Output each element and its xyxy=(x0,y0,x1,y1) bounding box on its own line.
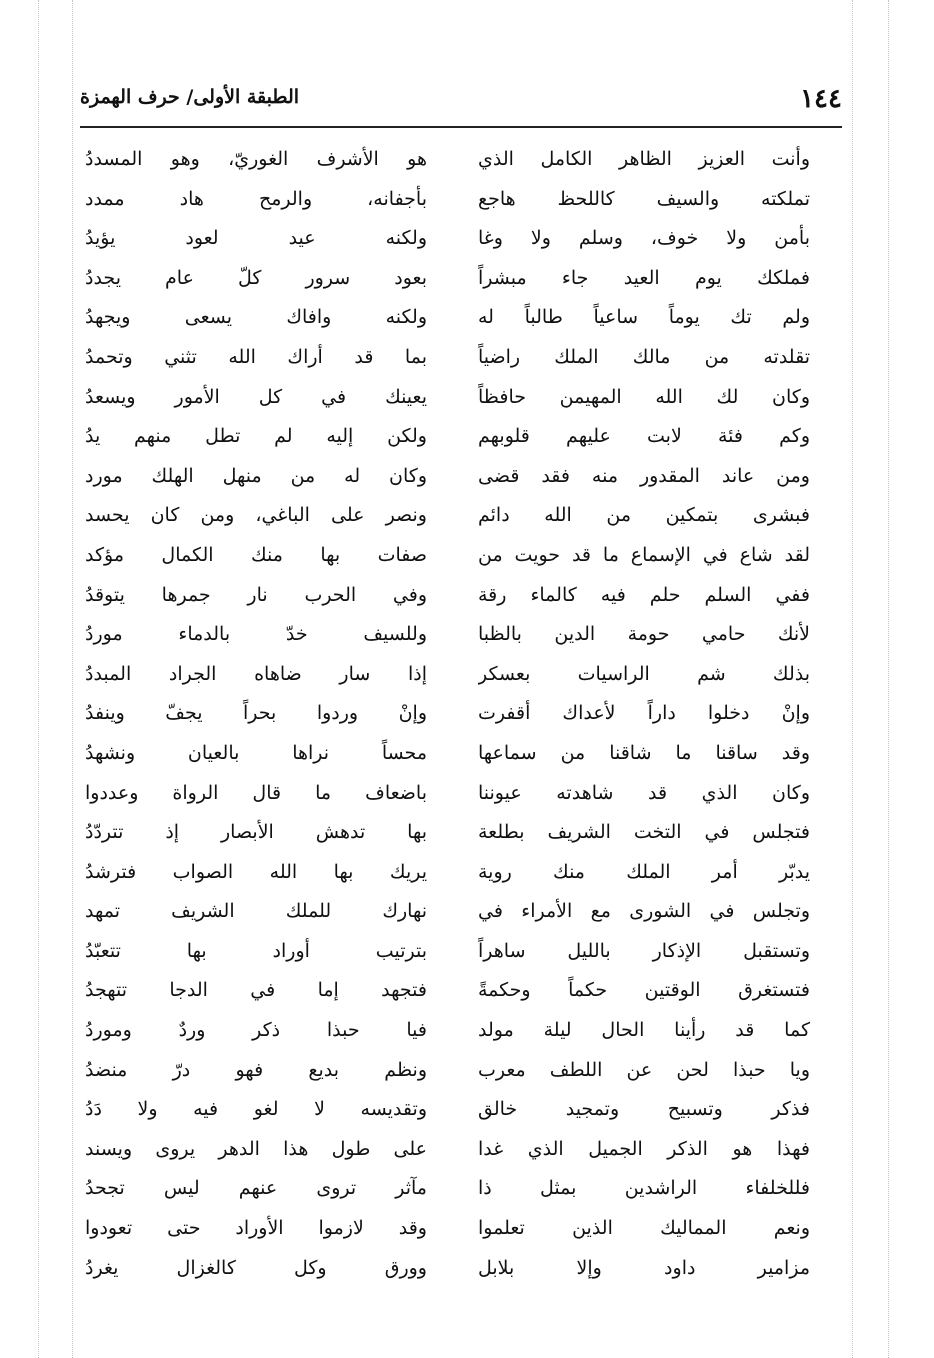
verse-first-hemistich: ونعم المماليك الذين تعلموا xyxy=(478,1217,810,1240)
verse-first-hemistich: وإنْ دخلوا داراً لأعداك أقفرت xyxy=(478,702,810,725)
second-hemistich-column xyxy=(85,140,427,1330)
verse-second-hemistich: إذا سار ضاهاه الجراد المبددُ xyxy=(85,662,427,685)
verse-second-hemistich: وورق وكل كالغزال يغردُ xyxy=(85,1256,427,1279)
verse-first-hemistich: وكان لك الله المهيمن حافظاً xyxy=(478,385,810,408)
verse-first-hemistich: فهذا هو الذكر الجميل الذي غدا xyxy=(478,1137,810,1160)
verse-first-hemistich: فبشرى بتمكين من الله دائم xyxy=(478,504,810,527)
scan-guide-line xyxy=(72,0,73,1358)
verse-second-hemistich: فيا حبذا ذكر وردٌ وموردُ xyxy=(85,1019,427,1042)
verse-second-hemistich: وتقديسه لا لغو فيه ولا دَدُ xyxy=(85,1098,427,1121)
verse-second-hemistich: وقد لازموا الأوراد حتى تعودوا xyxy=(85,1217,427,1240)
verse-first-hemistich: ويا حبذا لحن عن اللطف معرب xyxy=(478,1058,810,1081)
verse-second-hemistich: يعينك في كل الأمور ويسعدُ xyxy=(85,385,427,408)
verse-first-hemistich: تملكته والسيف كاللحظ هاجع xyxy=(478,187,810,210)
verse-second-hemistich: ونصر على الباغي، ومن كان يحسد xyxy=(85,504,427,527)
verse-first-hemistich: لقد شاع في الإسماع ما قد حويت من xyxy=(478,543,810,566)
verse-second-hemistich: محساً نراها بالعيان ونشهدُ xyxy=(85,741,427,764)
scan-guide-line xyxy=(38,0,39,1358)
verse-second-hemistich: ولكن إليه لم تطل منهم يدُ xyxy=(85,425,427,448)
verse-first-hemistich: ولم تك يوماً ساعياً طالباً له xyxy=(478,306,810,329)
verse-second-hemistich: وإنْ وردوا بحراً يجفّ وينفدُ xyxy=(85,702,427,725)
verse-second-hemistich: مآثر تروى عنهم ليس تجحدُ xyxy=(85,1177,427,1200)
verse-first-hemistich: وتستقبل الإذكار بالليل ساهراً xyxy=(478,939,810,962)
verse-second-hemistich: وكان له من منهل الهلك مورد xyxy=(85,464,427,487)
verse-first-hemistich: بأمن ولا خوف، وسلم ولا وغا xyxy=(478,227,810,250)
verse-first-hemistich: ففي السلم حلم فيه كالماء رقة xyxy=(478,583,810,606)
verse-second-hemistich: بما قد أراك الله تثني وتحمدُ xyxy=(85,345,427,368)
verse-first-hemistich: ومن عاند المقدور منه فقد قضى xyxy=(478,464,810,487)
verse-second-hemistich: وفي الحرب نار جمرها يتوقدُ xyxy=(85,583,427,606)
verse-second-hemistich: نهارك للملك الشريف تمهد xyxy=(85,900,427,923)
verse-first-hemistich: يدبّر أمر الملك منك روية xyxy=(478,860,810,883)
verse-first-hemistich: مزامير داود وإلا بلابل xyxy=(478,1256,810,1279)
verse-first-hemistich: فذكر وتسبيح وتمجيد خالق xyxy=(478,1098,810,1121)
verse-first-hemistich: وكان الذي قد شاهدته عيوننا xyxy=(478,781,810,804)
verse-first-hemistich: وتجلس في الشورى مع الأمراء في xyxy=(478,900,810,923)
verse-second-hemistich: وللسيف خدّ بالدماء موردُ xyxy=(85,623,427,646)
scan-guide-line xyxy=(888,0,889,1358)
verse-first-hemistich: وكم فئة لابت عليهم قلوبهم xyxy=(478,425,810,448)
verse-first-hemistich: فتستغرق الوقتين حكماً وحكمةً xyxy=(478,979,810,1002)
verse-second-hemistich: هو الأشرف الغوريّ، وهو المسددُ xyxy=(85,148,427,170)
verse-first-hemistich: فملكك يوم العيد جاء مبشراً xyxy=(478,266,810,289)
verse-second-hemistich: ولكنه عيد لعود يؤيدُ xyxy=(85,227,427,250)
first-hemistich-column xyxy=(478,140,810,1330)
verse-first-hemistich: لأنك حامي حومة الدين بالظبا xyxy=(478,623,810,646)
verse-second-hemistich: بعود سرور كلّ عام يجددُ xyxy=(85,266,427,289)
verse-second-hemistich: بأجفانه، والرمح هاد ممدد xyxy=(85,187,427,210)
verse-second-hemistich: صفات بها منك الكمال مؤكد xyxy=(85,543,427,566)
verse-second-hemistich: باضعاف ما قال الرواة وعددوا xyxy=(85,781,427,804)
verse-first-hemistich: وقد ساقنا ما شاقنا من سماعها xyxy=(478,741,810,764)
verse-first-hemistich: بذلك شم الراسيات بعسكر xyxy=(478,662,810,685)
page-header xyxy=(80,84,842,122)
verse-second-hemistich: بها تدهش الأبصار إذ تتردّدُ xyxy=(85,821,427,844)
verse-first-hemistich: تقلدته من مالك الملك راضياً xyxy=(478,345,810,368)
verse-second-hemistich: بترتيب أوراد بها تتعبّدُ xyxy=(85,939,427,962)
verse-first-hemistich: كما قد رأينا الحال ليلة مولد xyxy=(478,1019,810,1042)
header-rule xyxy=(80,126,842,128)
verse-first-hemistich: فللخلفاء الراشدين بمثل ذا xyxy=(478,1177,810,1200)
scan-guide-line xyxy=(852,0,853,1358)
verse-second-hemistich: على طول هذا الدهر يروى ويسند xyxy=(85,1137,427,1160)
verse-second-hemistich: ولكنه وافاك يسعى ويجهدُ xyxy=(85,306,427,329)
verse-second-hemistich: ونظم بديع فهو درّ منضدُ xyxy=(85,1058,427,1081)
verse-first-hemistich: وأنت العزيز الظاهر الكامل الذي xyxy=(478,148,810,170)
page-number: ١٤٤ xyxy=(800,84,842,114)
verse-second-hemistich: يريك بها الله الصواب فترشدُ xyxy=(85,860,427,883)
verse-first-hemistich: فتجلس في التخت الشريف بطلعة xyxy=(478,821,810,844)
running-title: الطبقة الأولى/ حرف الهمزة xyxy=(80,86,300,108)
verse-second-hemistich: فتجهد إما في الدجا تتهجدُ xyxy=(85,979,427,1002)
